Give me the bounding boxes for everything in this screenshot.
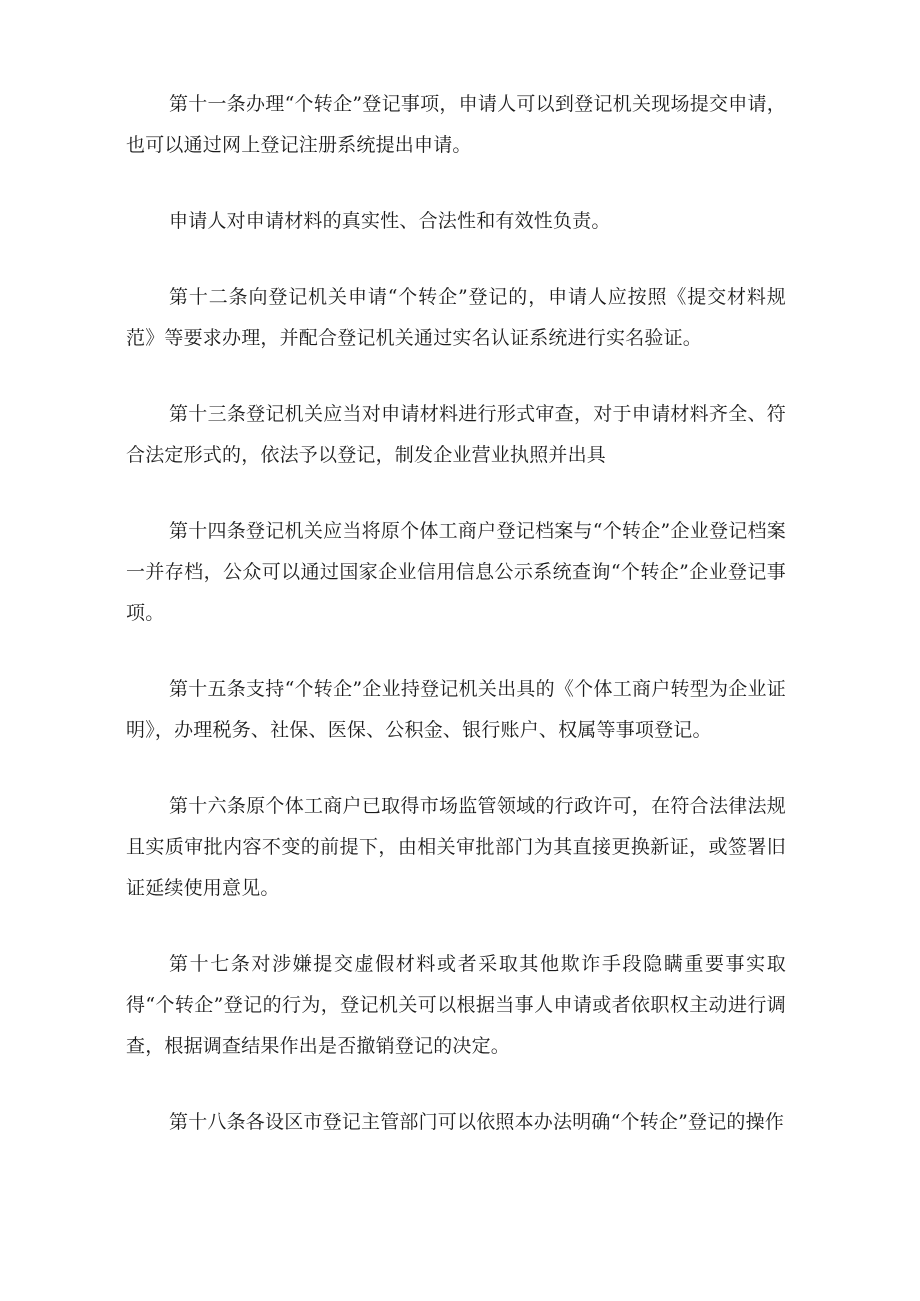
paragraph-article-17: 第十七条对涉嫌提交虚假材料或者采取其他欺诈手段隐瞒重要事实取得“个转企”登记的行为，登记机关可以根据当事人申请或者依职权主动进行调查，根据调查结果作出是否撤销登记的决定。 [126, 953, 786, 1057]
paragraph-applicant-responsibility: 申请人对申请材料的真实性、合法性和有效性负责。 [169, 210, 611, 232]
paragraph-article-14: 第十四条登记机关应当将原个体工商户登记档案与“个转企”企业登记档案一并存档，公众可以通过国家企业信用信息公示系统查询“个转企”企业登记事项。 [126, 520, 786, 624]
paragraph-article-13: 第十三条登记机关应当对申请材料进行形式审查，对于申请材料齐全、符合法定形式的，依法予以登记，制发企业营业执照并出具 [126, 403, 786, 466]
paragraph-article-12: 第十二条向登记机关申请“个转企”登记的，申请人应按照《提交材料规范》等要求办理，并配合登记机关通过实名认证系统进行实名验证。 [126, 286, 786, 349]
paragraph-article-11: 第十一条办理“个转企”登记事项，申请人可以到登记机关现场提交申请，也可以通过网上登记注册系统提出申请。 [126, 93, 786, 156]
paragraph-article-16: 第十六条原个体工商户已取得市场监管领域的行政许可，在符合法律法规且实质审批内容不变的前提下，由相关审批部门为其直接更换新证，或签署旧证延续使用意见。 [126, 795, 786, 899]
paragraph-article-15: 第十五条支持“个转企”企业持登记机关出具的《个体工商户转型为企业证明》，办理税务、社保、医保、公积金、银行账户、权属等事项登记。 [126, 678, 786, 741]
document-body [126, 84, 786, 1178]
paragraph-article-18: 第十八条各设区市登记主管部门可以依照本办法明确“个转企”登记的操作 [169, 1111, 785, 1133]
